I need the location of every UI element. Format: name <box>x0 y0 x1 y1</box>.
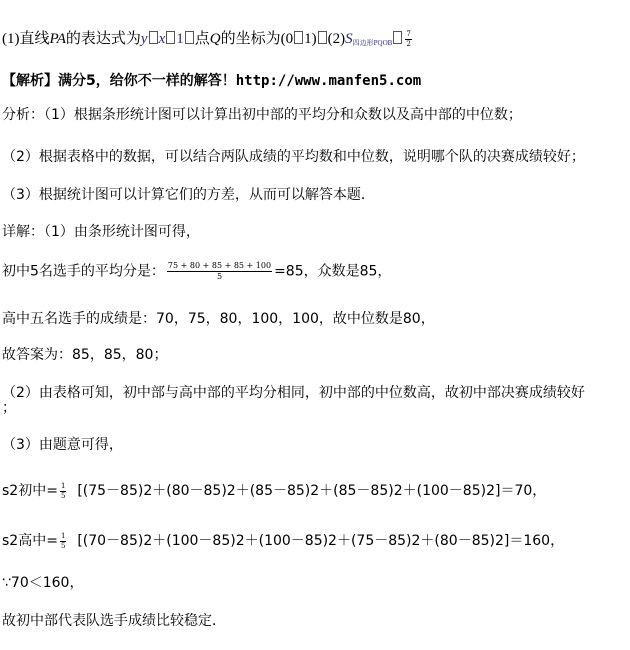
average-line: 初中5名选手的平均分是： $\frac{75 + 80 + 85 + 85 + 100}{5}$ =85，众数是85， <box>2 261 392 281</box>
detail-line-3: 高中五名选手的成绩是：70，75，80，100，100，故中位数是80， <box>2 311 435 327</box>
detail-line-4: 故答案为：85，85，80； <box>2 347 168 363</box>
answer-summary: (1)直线PA的表达式为y x 1 点Q的坐标为(0 1) $(2)S_{四边形PQOB}$ $\frac{7}{2}$ <box>2 30 411 49</box>
detail-line-5-cont: ； <box>2 400 16 416</box>
analysis-line-3: （3）根据统计图可以计算它们的方差，从而可以解答本题． <box>2 187 375 203</box>
detail-line-5: （2）由表格可知，初中部与高中部的平均分相同，初中部的中位数高，故初中部决赛成绩较好 <box>2 385 585 401</box>
conclusion-line: 故初中部代表队选手成绩比较稳定． <box>2 613 226 629</box>
source-url: http://www.manfen5.com <box>235 73 422 89</box>
missing-glyph-icon <box>393 31 402 44</box>
missing-glyph-icon <box>149 31 158 44</box>
detail-line-1: 详解：（1）由条形统计图可得， <box>2 224 200 240</box>
analysis-heading: 【解析】满分5，给你不一样的解答！http://www.manfen5.com <box>2 73 422 89</box>
variance-fraction: $\frac{1}{5}$ <box>60 531 66 550</box>
missing-glyph-icon <box>166 31 175 44</box>
average-fraction: $\frac{75 + 80 + 85 + 85 + 100}{5}$ <box>167 261 272 281</box>
detail-line-6: （3）由题意可得， <box>2 437 123 453</box>
missing-glyph-icon <box>185 31 194 44</box>
comparison-line: ∵70＜160， <box>2 575 84 591</box>
variance-junior: s2初中= $\frac{1}{5}$ [(75－85)2＋(80－85)2＋(85－85)2＋(85－85)2＋(100－85)2]＝70， <box>2 481 547 500</box>
variance-senior: s2高中= $\frac{1}{5}$ [(70－85)2＋(100－85)2＋(100－85)2＋(75－85)2＋(80－85)2]＝160， <box>2 531 565 550</box>
analysis-line-1: 分析：（1）根据条形统计图可以计算出初中部的平均分和众数以及高中部的中位数； <box>2 107 522 123</box>
missing-glyph-icon <box>318 31 327 44</box>
missing-glyph-icon <box>294 31 303 44</box>
analysis-line-2: （2）根据表格中的数据，可以结合两队成绩的平均数和中位数，说明哪个队的决赛成绩较好； <box>2 149 585 165</box>
variance-fraction: $\frac{1}{5}$ <box>60 481 66 500</box>
area-fraction: $\frac{7}{2}$ <box>406 30 411 49</box>
